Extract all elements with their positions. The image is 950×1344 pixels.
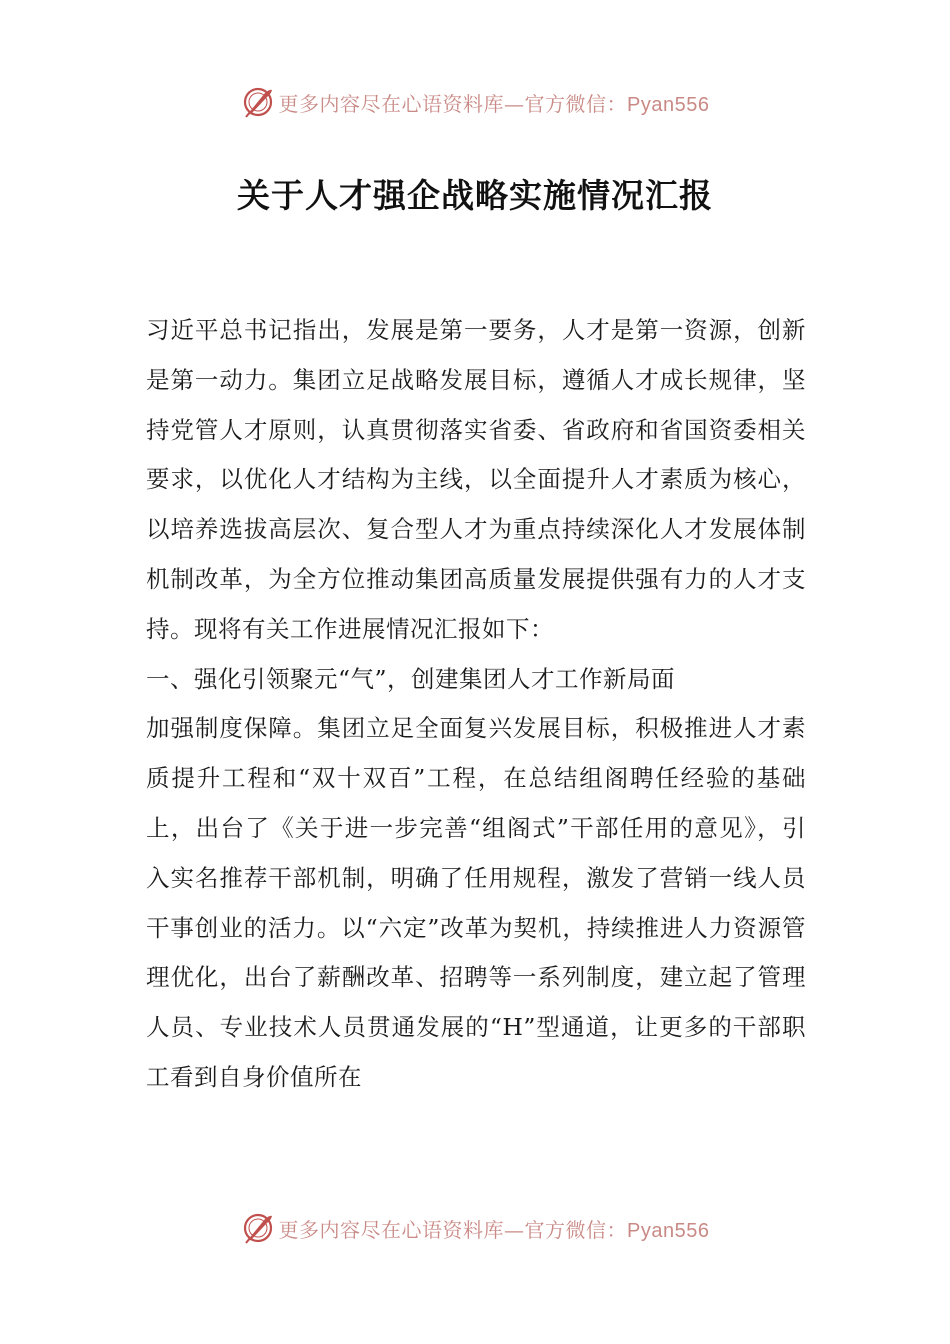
quill-seal-logo-icon [241,1211,275,1245]
watermark-text: 更多内容尽在心语资料库—官方微信：Pyan556 [278,1217,710,1242]
intro-paragraph: 习近平总书记指出，发展是第一要务，人才是第一资源，创新是第一动力。集团立足战略发展目标，遵循人才成长规律，坚持党管人才原则，认真贯彻落实省委、省政府和省国资委相关要求，以优化人才结构为主线，以全面提升人才素质为核心，以培养选拔高层次、复合型人才为重点持续深化人才发展体制机制改革，为全方位推动集团高质量发展提供强有力的人才支持。现将有关工作进展情况汇报如下： [146,316,806,643]
footer-watermark-banner [0,1208,950,1248]
watermark-wechat-id: Pyan556 [627,93,710,116]
quill-seal-logo-icon [241,85,275,119]
document-title: 关于人才强企战略实施情况汇报 [237,176,713,215]
watermark-text: 更多内容尽在心语资料库—官方微信：Pyan556 [278,91,710,116]
header-watermark-banner [0,82,950,122]
body-paragraph: 加强制度保障。集团立足全面复兴发展目标，积极推进人才素质提升工程和“双十双百”工程，在总结组阁聘任经验的基础上，出台了《关于进一步完善“组阁式”干部任用的意见》，引入实名推荐干部机制，明确了任用规程，激发了营销一线人员干事创业的活力。以“六定”改革为契机，持续推进人力资源管理优化，出台了薪酬改革、招聘等一系列制度，建立起了管理人员、专业技术人员贯通发展的“H”型通道，让更多的干部职工看到自身价值所在 [146,714,806,1091]
watermark-wechat-id: Pyan556 [627,1219,710,1242]
document-body [146,306,806,1103]
section-heading-1: 一、强化引领聚元“气”，创建集团人才工作新局面 [146,664,676,693]
